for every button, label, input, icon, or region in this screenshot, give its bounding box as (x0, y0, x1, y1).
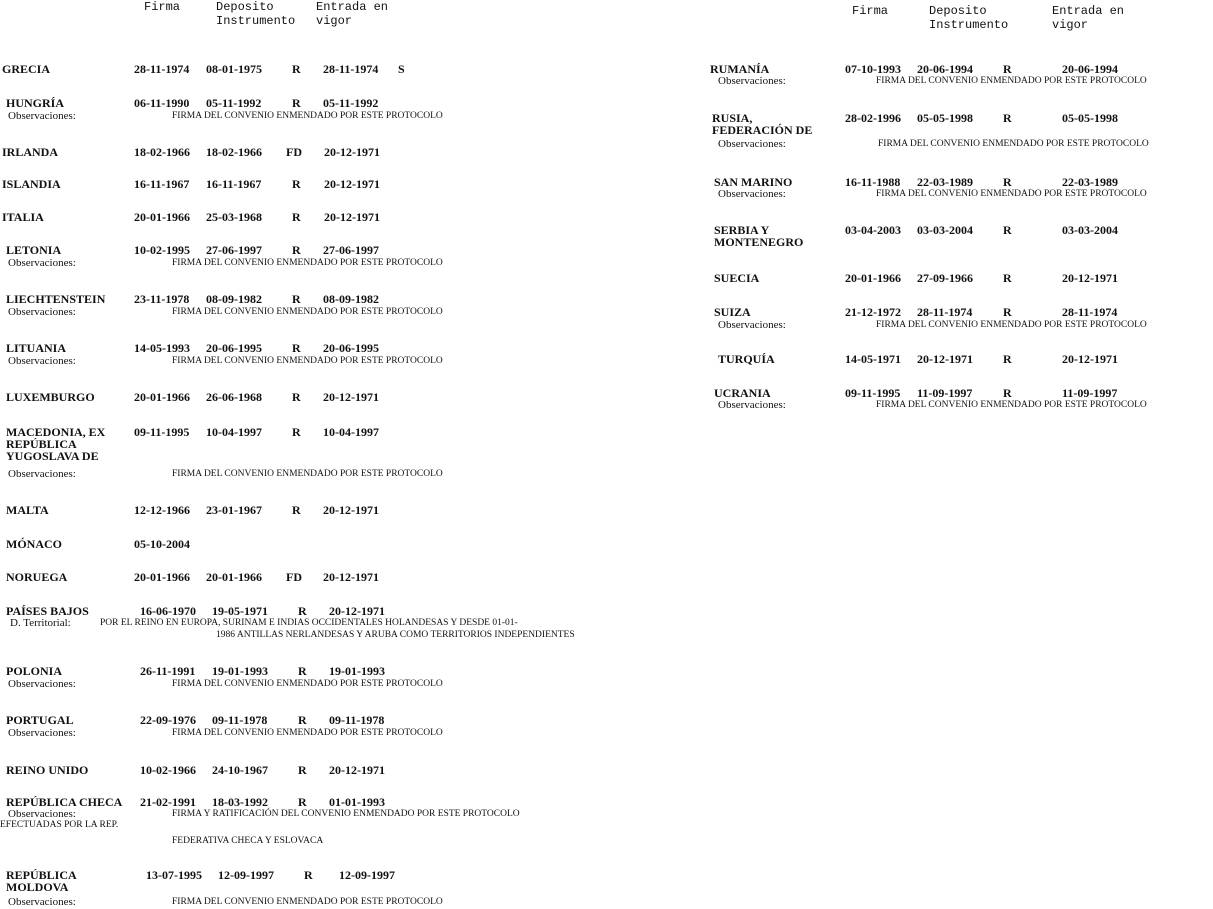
instrument-type: R (1003, 223, 1012, 237)
observaciones-label: Observaciones: (718, 75, 786, 87)
checa-obs-line1: FIRMA Y RATIFICACIÓN DEL CONVENIO ENMENDADO POR ESTE PROTOCOLO (172, 809, 520, 819)
country-name: LUXEMBURGO (6, 390, 95, 404)
entrada-date: 20-12-1971 (324, 145, 380, 159)
country-name: IRLANDA (2, 145, 59, 159)
firma-date: 28-02-1996 (845, 111, 901, 125)
deposito-date: 19-01-1993 (212, 664, 268, 678)
instrument-type: R (292, 96, 301, 110)
firma-date: 20-01-1966 (134, 210, 190, 224)
firma-date: 13-07-1995 (146, 868, 202, 882)
country-name: LITUANIA (6, 341, 67, 355)
checa-obs-line2: FEDERATIVA CHECA Y ESLOVACA (172, 836, 324, 846)
instrument-type: R (298, 604, 307, 618)
entrada-date: 28-11-1974 (1062, 305, 1118, 319)
entrada-date: 20-12-1971 (329, 604, 385, 618)
deposito-date: 08-09-1982 (206, 292, 262, 306)
territorial-label: D. Territorial: (10, 617, 71, 629)
observaciones-text: FIRMA DEL CONVENIO ENMENDADO POR ESTE PROTOCOLO (172, 469, 443, 479)
header-firma: Firma (144, 0, 181, 14)
firma-date: 23-11-1978 (134, 292, 190, 306)
observaciones-text: FIRMA DEL CONVENIO ENMENDADO POR ESTE PROTOCOLO (876, 76, 1147, 86)
deposito-date: 16-11-1967 (206, 177, 262, 191)
country-name: PORTUGAL (6, 713, 74, 727)
deposito-date: 20-06-1995 (206, 341, 262, 355)
country-name: SERBIA Y MONTENEGRO (714, 223, 804, 249)
entrada-date: 27-06-1997 (323, 243, 379, 257)
firma-date: 14-05-1993 (134, 341, 190, 355)
observaciones-text: FIRMA DEL CONVENIO ENMENDADO POR ESTE PROTOCOLO (172, 679, 443, 689)
instrument-type: R (304, 868, 313, 882)
firma-date: 16-11-1988 (845, 175, 901, 189)
firma-date: 06-11-1990 (134, 96, 190, 110)
instrument-type: R (292, 341, 301, 355)
deposito-date: 23-01-1967 (206, 503, 262, 517)
deposito-date: 12-09-1997 (218, 868, 274, 882)
observaciones-label: Observaciones: (8, 727, 76, 739)
instrument-type: R (292, 177, 301, 191)
firma-date: 12-12-1966 (134, 503, 190, 517)
country-name: RUMANÍA (710, 62, 770, 76)
deposito-date: 27-06-1997 (206, 243, 262, 257)
header-entrada: Entrada en (316, 0, 389, 14)
entrada-date: 20-06-1995 (323, 341, 379, 355)
observaciones-label: Observaciones: (718, 319, 786, 331)
observaciones-text: FIRMA DEL CONVENIO ENMENDADO POR ESTE PROTOCOLO (172, 111, 443, 121)
observaciones-text: FIRMA DEL CONVENIO ENMENDADO POR ESTE PROTOCOLO (876, 189, 1147, 199)
instrument-type: R (1003, 62, 1012, 76)
instrument-type: R (298, 795, 307, 809)
country-name: GRECIA (2, 62, 51, 76)
firma-date: 26-11-1991 (140, 664, 196, 678)
instrument-type: R (1003, 271, 1012, 285)
firma-date: 22-09-1976 (140, 713, 196, 727)
country-name: SUIZA (714, 305, 751, 319)
header-firma-right: Firma (852, 4, 889, 18)
instrument-type: R (1003, 111, 1012, 125)
deposito-date: 20-12-1971 (917, 352, 973, 366)
deposito-date: 27-09-1966 (917, 271, 973, 285)
deposito-date: 18-02-1966 (206, 145, 262, 159)
deposito-date: 26-06-1968 (206, 390, 262, 404)
deposito-date: 20-06-1994 (917, 62, 973, 76)
entrada-date: 28-11-1974 (323, 62, 379, 76)
observaciones-label: Observaciones: (8, 110, 76, 122)
instrument-type: R (292, 425, 301, 439)
entrada-date: 20-12-1971 (1062, 352, 1118, 366)
entrada-date: 03-03-2004 (1062, 223, 1118, 237)
instrument-type: R (298, 664, 307, 678)
deposito-date: 24-10-1967 (212, 763, 268, 777)
country-name: MALTA (6, 503, 49, 517)
entrada-date: 20-06-1994 (1062, 62, 1118, 76)
observaciones-label: Observaciones: (8, 896, 76, 908)
country-name: ISLANDIA (2, 177, 61, 191)
observaciones-label: Observaciones: (8, 306, 76, 318)
firma-date: 09-11-1995 (845, 386, 901, 400)
country-name: TURQUÍA (718, 352, 775, 366)
deposito-date: 08-01-1975 (206, 62, 262, 76)
instrument-type: R (1003, 386, 1012, 400)
firma-date: 16-06-1970 (140, 604, 196, 618)
observaciones-label: Observaciones: (718, 188, 786, 200)
entrada-date: 22-03-1989 (1062, 175, 1118, 189)
firma-date: 20-01-1966 (134, 570, 190, 584)
deposito-date: 10-04-1997 (206, 425, 262, 439)
observaciones-label: Observaciones: (718, 399, 786, 411)
header-deposito: Deposito (216, 0, 274, 14)
country-name: REPÚBLICA MOLDOVA (6, 868, 77, 894)
country-name: LETONIA (6, 243, 62, 257)
firma-date: 20-01-1966 (845, 271, 901, 285)
header-instrumento: Instrumento (216, 14, 296, 28)
entrada-date: 20-12-1971 (324, 210, 380, 224)
country-name: PAÍSES BAJOS (6, 604, 89, 618)
instrument-type: R (292, 62, 301, 76)
country-name: RUSIA, FEDERACIÓN DE (712, 111, 813, 137)
entrada-date: 12-09-1997 (339, 868, 395, 882)
header-instrumento-right: Instrumento (929, 18, 1009, 32)
observaciones-label: Observaciones: (8, 468, 76, 480)
deposito-date: 25-03-1968 (206, 210, 262, 224)
entrada-date: 20-12-1971 (1062, 271, 1118, 285)
instrument-type: FD (286, 570, 302, 584)
observaciones-label: Observaciones: (718, 138, 786, 150)
country-name: ITALIA (2, 210, 44, 224)
instrument-type: R (292, 390, 301, 404)
header-vigor-right: vigor (1052, 18, 1089, 32)
instrument-type: R (1003, 175, 1012, 189)
territorial-text-line1: POR EL REINO EN EUROPA, SURINAM E INDIAS OCCIDENTALES HOLANDESAS Y DESDE 01-01- (100, 618, 518, 628)
firma-date: 28-11-1974 (134, 62, 190, 76)
entrada-date: 05-05-1998 (1062, 111, 1118, 125)
observaciones-text: FIRMA DEL CONVENIO ENMENDADO POR ESTE PROTOCOLO (172, 258, 443, 268)
entrada-date: 11-09-1997 (1062, 386, 1118, 400)
entrada-date: 01-01-1993 (329, 795, 385, 809)
country-name: LIECHTENSTEIN (6, 292, 106, 306)
deposito-date: 18-03-1992 (212, 795, 268, 809)
entrada-date: 20-12-1971 (323, 503, 379, 517)
instrument-type: R (292, 210, 301, 224)
observaciones-text: FIRMA DEL CONVENIO ENMENDADO POR ESTE PROTOCOLO (172, 356, 443, 366)
country-name: NORUEGA (6, 570, 68, 584)
firma-date: 10-02-1966 (140, 763, 196, 777)
observaciones-text: FIRMA DEL CONVENIO ENMENDADO POR ESTE PROTOCOLO (876, 320, 1147, 330)
firma-date: 03-04-2003 (845, 223, 901, 237)
entrada-date: 20-12-1971 (323, 390, 379, 404)
firma-date: 14-05-1971 (845, 352, 901, 366)
territorial-text-line2: 1986 ANTILLAS NERLANDESAS Y ARUBA COMO TERRITORIOS INDEPENDIENTES (216, 630, 575, 640)
checa-obs-prefix: EFECTUADAS POR LA REP. (0, 820, 119, 830)
entrada-date: 20-12-1971 (323, 570, 379, 584)
entrada-date: 19-01-1993 (329, 664, 385, 678)
deposito-date: 22-03-1989 (917, 175, 973, 189)
entrada-date: 05-11-1992 (323, 96, 379, 110)
country-name: POLONIA (6, 664, 63, 678)
country-name: UCRANIA (714, 386, 771, 400)
instrument-type: FD (286, 145, 302, 159)
firma-date: 09-11-1995 (134, 425, 190, 439)
instrument-type: R (298, 713, 307, 727)
firma-date: 18-02-1966 (134, 145, 190, 159)
instrument-type: R (1003, 305, 1012, 319)
country-name: MACEDONIA, EX REPÚBLICA YUGOSLAVA DE (6, 425, 106, 463)
extra-mark: S (398, 62, 405, 76)
observaciones-label: Observaciones: (8, 808, 76, 820)
firma-date: 21-12-1972 (845, 305, 901, 319)
deposito-date: 19-05-1971 (212, 604, 268, 618)
entrada-date: 20-12-1971 (324, 177, 380, 191)
deposito-date: 03-03-2004 (917, 223, 973, 237)
instrument-type: R (1003, 352, 1012, 366)
country-name: SUECIA (714, 271, 760, 285)
instrument-type: R (292, 243, 301, 257)
observaciones-text: FIRMA DEL CONVENIO ENMENDADO POR ESTE PROTOCOLO (878, 139, 1149, 149)
country-name: HUNGRÍA (6, 96, 65, 110)
firma-date: 20-01-1966 (134, 390, 190, 404)
observaciones-text: FIRMA DEL CONVENIO ENMENDADO POR ESTE PROTOCOLO (172, 897, 443, 907)
firma-date: 05-10-2004 (134, 537, 190, 551)
instrument-type: R (298, 763, 307, 777)
observaciones-text: FIRMA DEL CONVENIO ENMENDADO POR ESTE PROTOCOLO (876, 400, 1147, 410)
deposito-date: 09-11-1978 (212, 713, 268, 727)
entrada-date: 09-11-1978 (329, 713, 385, 727)
deposito-date: 05-11-1992 (206, 96, 262, 110)
observaciones-label: Observaciones: (8, 355, 76, 367)
deposito-date: 20-01-1966 (206, 570, 262, 584)
deposito-date: 05-05-1998 (917, 111, 973, 125)
deposito-date: 28-11-1974 (917, 305, 973, 319)
deposito-date: 11-09-1997 (917, 386, 973, 400)
observaciones-label: Observaciones: (8, 678, 76, 690)
observaciones-text: FIRMA DEL CONVENIO ENMENDADO POR ESTE PROTOCOLO (172, 307, 443, 317)
country-name: REPÚBLICA CHECA (6, 795, 123, 809)
entrada-date: 08-09-1982 (323, 292, 379, 306)
header-entrada-right: Entrada en (1052, 4, 1125, 18)
observaciones-text: FIRMA DEL CONVENIO ENMENDADO POR ESTE PROTOCOLO (172, 728, 443, 738)
firma-date: 10-02-1995 (134, 243, 190, 257)
header-vigor: vigor (316, 14, 353, 28)
instrument-type: R (292, 503, 301, 517)
entrada-date: 20-12-1971 (329, 763, 385, 777)
firma-date: 16-11-1967 (134, 177, 190, 191)
entrada-date: 10-04-1997 (323, 425, 379, 439)
firma-date: 21-02-1991 (140, 795, 196, 809)
instrument-type: R (292, 292, 301, 306)
country-name: MÓNACO (6, 537, 62, 551)
firma-date: 07-10-1993 (845, 62, 901, 76)
country-name: REINO UNIDO (6, 763, 89, 777)
country-name: SAN MARINO (714, 175, 793, 189)
observaciones-label: Observaciones: (8, 257, 76, 269)
header-deposito-right: Deposito (929, 4, 987, 18)
